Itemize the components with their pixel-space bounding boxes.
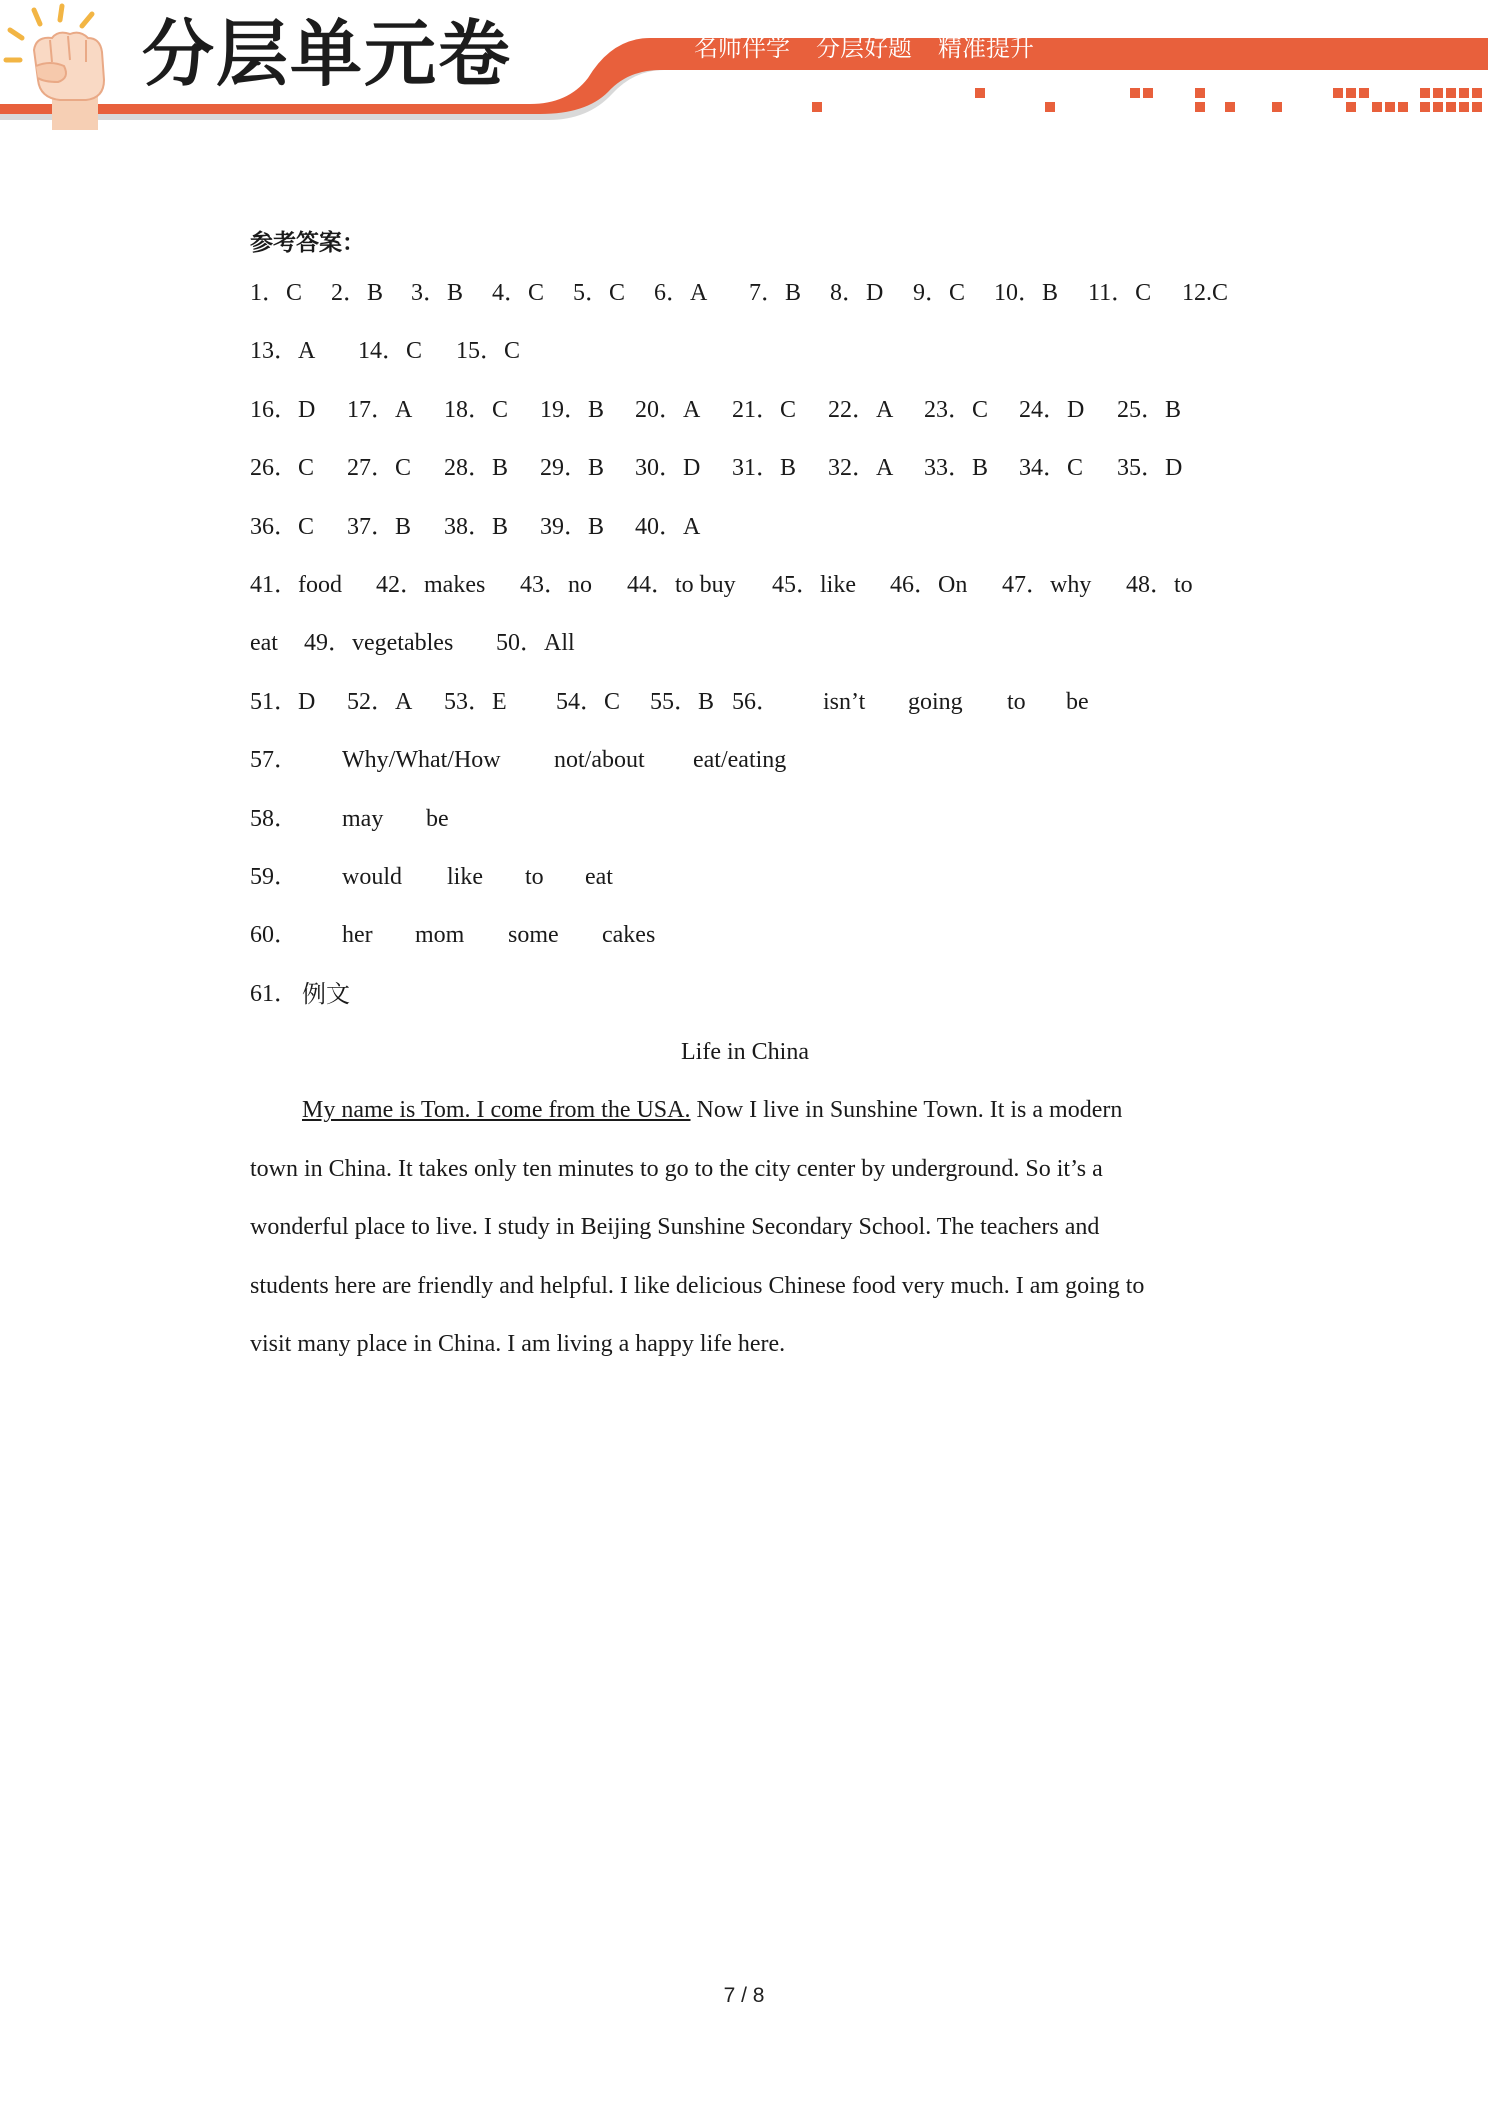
answer-item: 60．	[250, 922, 298, 949]
answer-item: 34．C	[1019, 455, 1084, 482]
answer-item: 2．B	[331, 280, 384, 306]
answer-item: 10．B	[994, 280, 1059, 306]
answer-row-9	[250, 731, 1250, 789]
slogan	[694, 36, 1034, 60]
answer-item: 15．C	[456, 338, 521, 365]
answer-item: mom	[415, 922, 465, 949]
answer-item: 48．to	[1126, 571, 1193, 598]
answer-item: 25．B	[1117, 396, 1182, 423]
essay-line-1	[250, 1081, 1240, 1139]
answer-item: 8．D	[830, 280, 884, 306]
answer-item: 29．B	[540, 455, 605, 482]
answer-row-8	[250, 673, 1250, 731]
answer-item: 51．D	[250, 688, 316, 715]
answer-item: 47．why	[1002, 571, 1092, 598]
answer-item: 45．like	[772, 571, 856, 598]
essay-line-4: students here are friendly and helpful. I like delicious Chinese food very much. I am going to	[250, 1272, 1145, 1299]
answer-item: 12.C	[1182, 280, 1229, 306]
answer-item: 43．no	[520, 571, 592, 598]
answer-item: Why/What/How	[342, 747, 501, 774]
answer-item: 38．B	[444, 513, 509, 540]
answer-row-6	[250, 556, 1250, 614]
answer-item: 19．B	[540, 396, 605, 423]
answer-item: 21．C	[732, 396, 797, 423]
answer-item: 5．C	[573, 280, 626, 306]
essay-title: Life in China	[681, 1039, 809, 1066]
answer-row-10	[250, 790, 1250, 848]
answer-content	[250, 222, 1250, 1374]
logo-title: 分层单元卷	[142, 12, 513, 96]
answer-item: 24．D	[1019, 396, 1085, 423]
answer-item: 37．B	[347, 513, 412, 540]
answer-item: some	[508, 922, 559, 949]
essay-line-1-rest: Now I live in Sunshine Town. It is a modern	[690, 1097, 1123, 1124]
answer-item: 13．A	[250, 338, 316, 365]
answer-item: 4．C	[492, 280, 545, 306]
answer-row-5	[250, 498, 1250, 556]
answer-item: her	[342, 922, 373, 949]
answer-item: 52．A	[347, 688, 413, 715]
answer-item: 26．C	[250, 455, 315, 482]
answer-item: 27．C	[347, 455, 412, 482]
answer-item: 56．	[732, 688, 780, 715]
answer-item: 54．C	[556, 688, 621, 715]
answer-item: 59．	[250, 863, 298, 890]
answer-item: 55．B	[650, 688, 715, 715]
answer-item: 44．to buy	[627, 571, 736, 598]
answer-item: 7．B	[749, 280, 802, 306]
answer-item: going	[908, 688, 963, 715]
slogan-3: 精准提升	[938, 34, 1034, 62]
answer-row-61	[250, 965, 1250, 1023]
answer-item: 46．On	[890, 571, 968, 598]
essay-line-5: visit many place in China. I am living a happy life here.	[250, 1331, 786, 1358]
page-number: 7 / 8	[723, 1984, 765, 2007]
essay-line-2: town in China. It takes only ten minutes to go to the city center by underground. So it’s a	[250, 1155, 1103, 1182]
answer-item: 32．A	[828, 455, 894, 482]
answer-item: 17．A	[347, 396, 413, 423]
answer-item: 36．C	[250, 513, 315, 540]
answer-item: 16．D	[250, 396, 316, 423]
answer-item: 50．All	[496, 630, 575, 657]
header-banner	[0, 0, 1488, 140]
answer-row-11	[250, 848, 1250, 906]
slogan-2: 分层好题	[816, 34, 912, 62]
answer-item: 9．C	[913, 280, 966, 306]
answer-item: 58．	[250, 805, 298, 832]
answer-item: 1．C	[250, 280, 303, 306]
answer-item: 35．D	[1117, 455, 1183, 482]
answer-item: 41．food	[250, 571, 342, 598]
essay-underlined-opening: My name is Tom. I come from the USA.	[302, 1097, 691, 1124]
answer-item: 20．A	[635, 396, 701, 423]
answer-item: isn’t	[823, 688, 866, 715]
answer-item: 28．B	[444, 455, 509, 482]
answer-item: to	[525, 863, 544, 890]
question-61-label: 例文	[302, 979, 350, 1008]
answer-item: 57．	[250, 747, 298, 774]
answer-item: 30．D	[635, 455, 701, 482]
question-61-number: 61．	[250, 980, 298, 1007]
answer-item: eat/eating	[693, 747, 787, 774]
answer-item: like	[447, 863, 483, 890]
answer-item: be	[1066, 688, 1089, 715]
answer-row-2	[250, 322, 1250, 380]
answer-item: 42．makes	[376, 571, 486, 598]
answer-item: 18．C	[444, 396, 509, 423]
answer-row-1	[250, 264, 1250, 322]
answer-item: to	[1007, 688, 1026, 715]
answer-item: not/about	[554, 747, 645, 774]
answer-row-7	[250, 614, 1250, 672]
answer-row-12	[250, 906, 1250, 964]
answer-item: 14．C	[358, 338, 423, 365]
answer-item: 33．B	[924, 455, 989, 482]
essay-line-3: wonderful place to live. I study in Beijing Sunshine Secondary School. The teachers and	[250, 1214, 1100, 1241]
essay-body	[250, 1081, 1240, 1373]
answer-item: 49．vegetables	[304, 630, 454, 657]
answer-item: cakes	[602, 922, 656, 949]
answer-item: 40．A	[635, 513, 701, 540]
answer-item: eat	[250, 630, 278, 657]
answer-item: 3．B	[411, 280, 464, 306]
answer-item: may	[342, 805, 384, 832]
answer-item: 11．C	[1088, 280, 1152, 306]
answer-item: eat	[585, 863, 613, 890]
answer-row-4	[250, 439, 1250, 497]
answer-row-3	[250, 381, 1250, 439]
answer-item: 31．B	[732, 455, 797, 482]
answer-item: 6．A	[654, 280, 708, 306]
answer-item: 39．B	[540, 513, 605, 540]
answer-item: be	[426, 805, 449, 832]
answer-item: would	[342, 863, 402, 890]
answer-item: 22．A	[828, 396, 894, 423]
answer-item: 23．C	[924, 396, 989, 423]
answer-item: 53．E	[444, 688, 507, 715]
answer-heading: 参考答案：	[250, 230, 365, 256]
slogan-1: 名师伴学	[694, 34, 790, 62]
